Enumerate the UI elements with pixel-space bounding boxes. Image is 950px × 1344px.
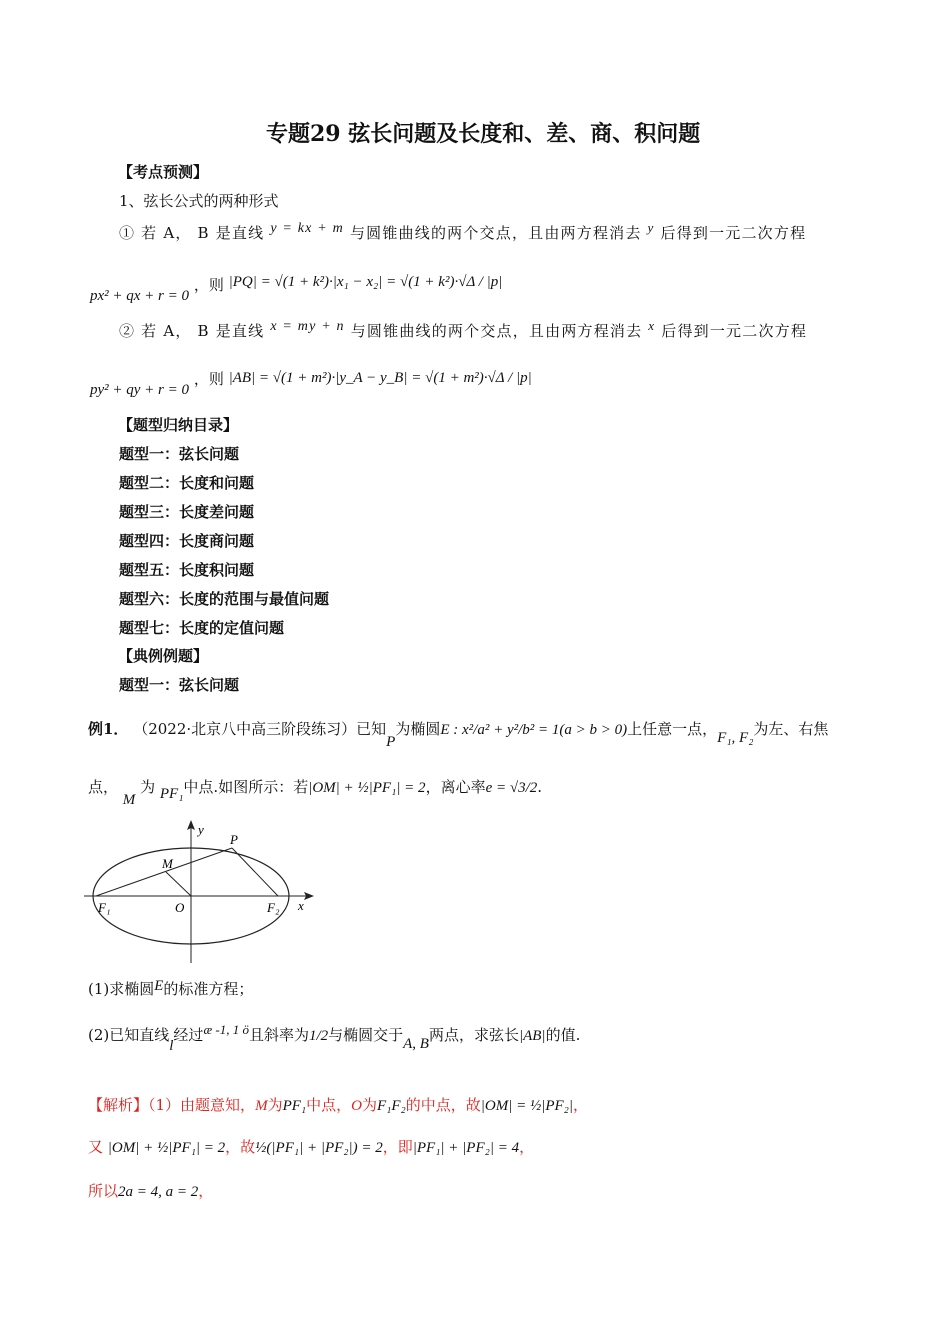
segment-o-m — [166, 872, 191, 896]
para1-line1: ① 若 A， B 是直线 y = kx + m 与圆锥曲线的两个交点，且由两方程消去 y 后得到一元二次方程 — [119, 220, 807, 242]
label-x: x — [298, 898, 304, 913]
chord-formula-1: |PQ| = √(1 + k²)·|x₁ − x₂| = √(1 + k²)·√Δ / |p| — [228, 274, 503, 290]
label-p: P — [230, 832, 238, 847]
solution-tag: 【解析】 — [88, 1096, 149, 1114]
label-m: M — [162, 856, 173, 871]
quadratic-eq-1: px² + qx + r = 0 — [90, 288, 190, 304]
catalog-item-7: 题型七：长度的定值问题 — [119, 619, 285, 637]
solution-line-1: 【解析】（1）由题意知，M为PF₁中点，O为F₁F₂的中点，故|OM| = ½|PF₂|， — [88, 1096, 589, 1114]
condition-eq: |OM| + ½|PF₁| = 2 — [308, 780, 426, 796]
label-y: y — [198, 822, 204, 837]
line-eq-1: y = kx + m — [270, 221, 344, 236]
label-f1: F₁ — [98, 900, 111, 915]
solution-line-2: 又 |OM| + ½|PF₁| = 2，故½(|PF₁| + |PF₂|) = 2，即|PF₁| + |PF₂| = 4， — [88, 1138, 535, 1156]
label-f2: F₂ — [267, 900, 280, 915]
page-title: 专题29 弦长问题及长度和、差、商、积问题 — [266, 121, 701, 147]
example-label: 例1． — [88, 720, 129, 738]
chord-formula-2: |AB| = √(1 + m²)·|y_A − y_B| = √(1 + m²)·√Δ / |p| — [228, 370, 532, 386]
section-heading-examples: 【典例例题】 — [118, 647, 209, 665]
item-1: 1、弦长公式的两种形式 — [119, 192, 279, 210]
catalog-item-5: 题型五：长度积问题 — [119, 561, 255, 579]
section-heading-catalog: 【题型归纳目录】 — [118, 416, 239, 434]
example1-line1: 例1． （2022·北京八中高三阶段练习）已知P为椭圆E : x²/a² + y²/b² = 1(a > b > 0)上任意一点，F₁, F₂为左、右焦 — [88, 720, 829, 750]
question-1: (1)求椭圆E的标准方程； — [88, 978, 254, 998]
catalog-item-1: 题型一：弦长问题 — [119, 445, 240, 463]
solution-line-3: 所以2a = 4, a = 2， — [88, 1182, 214, 1200]
section-heading-kaodian: 【考点预测】 — [118, 163, 209, 181]
eccentricity: e = √3/2 — [485, 780, 538, 796]
para2-line1: ② 若 A， B 是直线 x = my + n 与圆锥曲线的两个交点，且由两方程消去 x 后得到一元二次方程 — [119, 318, 808, 340]
question-2: (2)已知直线l经过æ -1, 1 ö且斜率为1/2与椭圆交于A, B两点，求弦长|AB|的值. — [88, 1022, 581, 1054]
catalog-item-4: 题型四：长度商问题 — [119, 532, 255, 550]
example-type-heading: 题型一：弦长问题 — [119, 676, 240, 694]
example1-line2: 点， M 为 PF₁中点.如图所示：若|OM| + ½|PF₁| = 2，离心率e = √3/2. — [88, 778, 543, 808]
ellipse-figure — [84, 818, 324, 963]
point-notation: æ -1, 1 ö — [203, 1022, 249, 1037]
para2-line2: py² + qy + r = 0 ，则 |AB| = √(1 + m²)·|y_A − y_B| = √(1 + m²)·√Δ / |p| — [90, 370, 532, 398]
line-eq-2: x = my + n — [270, 319, 345, 334]
para1-line2: px² + qx + r = 0 ，则 |PQ| = √(1 + k²)·|x₁ − x₂| = √(1 + k²)·√Δ / |p| — [90, 274, 503, 304]
catalog-item-2: 题型二：长度和问题 — [119, 474, 255, 492]
label-o: O — [175, 900, 185, 915]
segment-p-f2 — [232, 848, 278, 896]
catalog-item-6: 题型六：长度的范围与最值问题 — [119, 590, 330, 608]
quadratic-eq-2: py² + qy + r = 0 — [90, 382, 190, 398]
ellipse-equation: E : x²/a² + y²/b² = 1(a > b > 0) — [440, 722, 628, 738]
catalog-item-3: 题型三：长度差问题 — [119, 503, 255, 521]
